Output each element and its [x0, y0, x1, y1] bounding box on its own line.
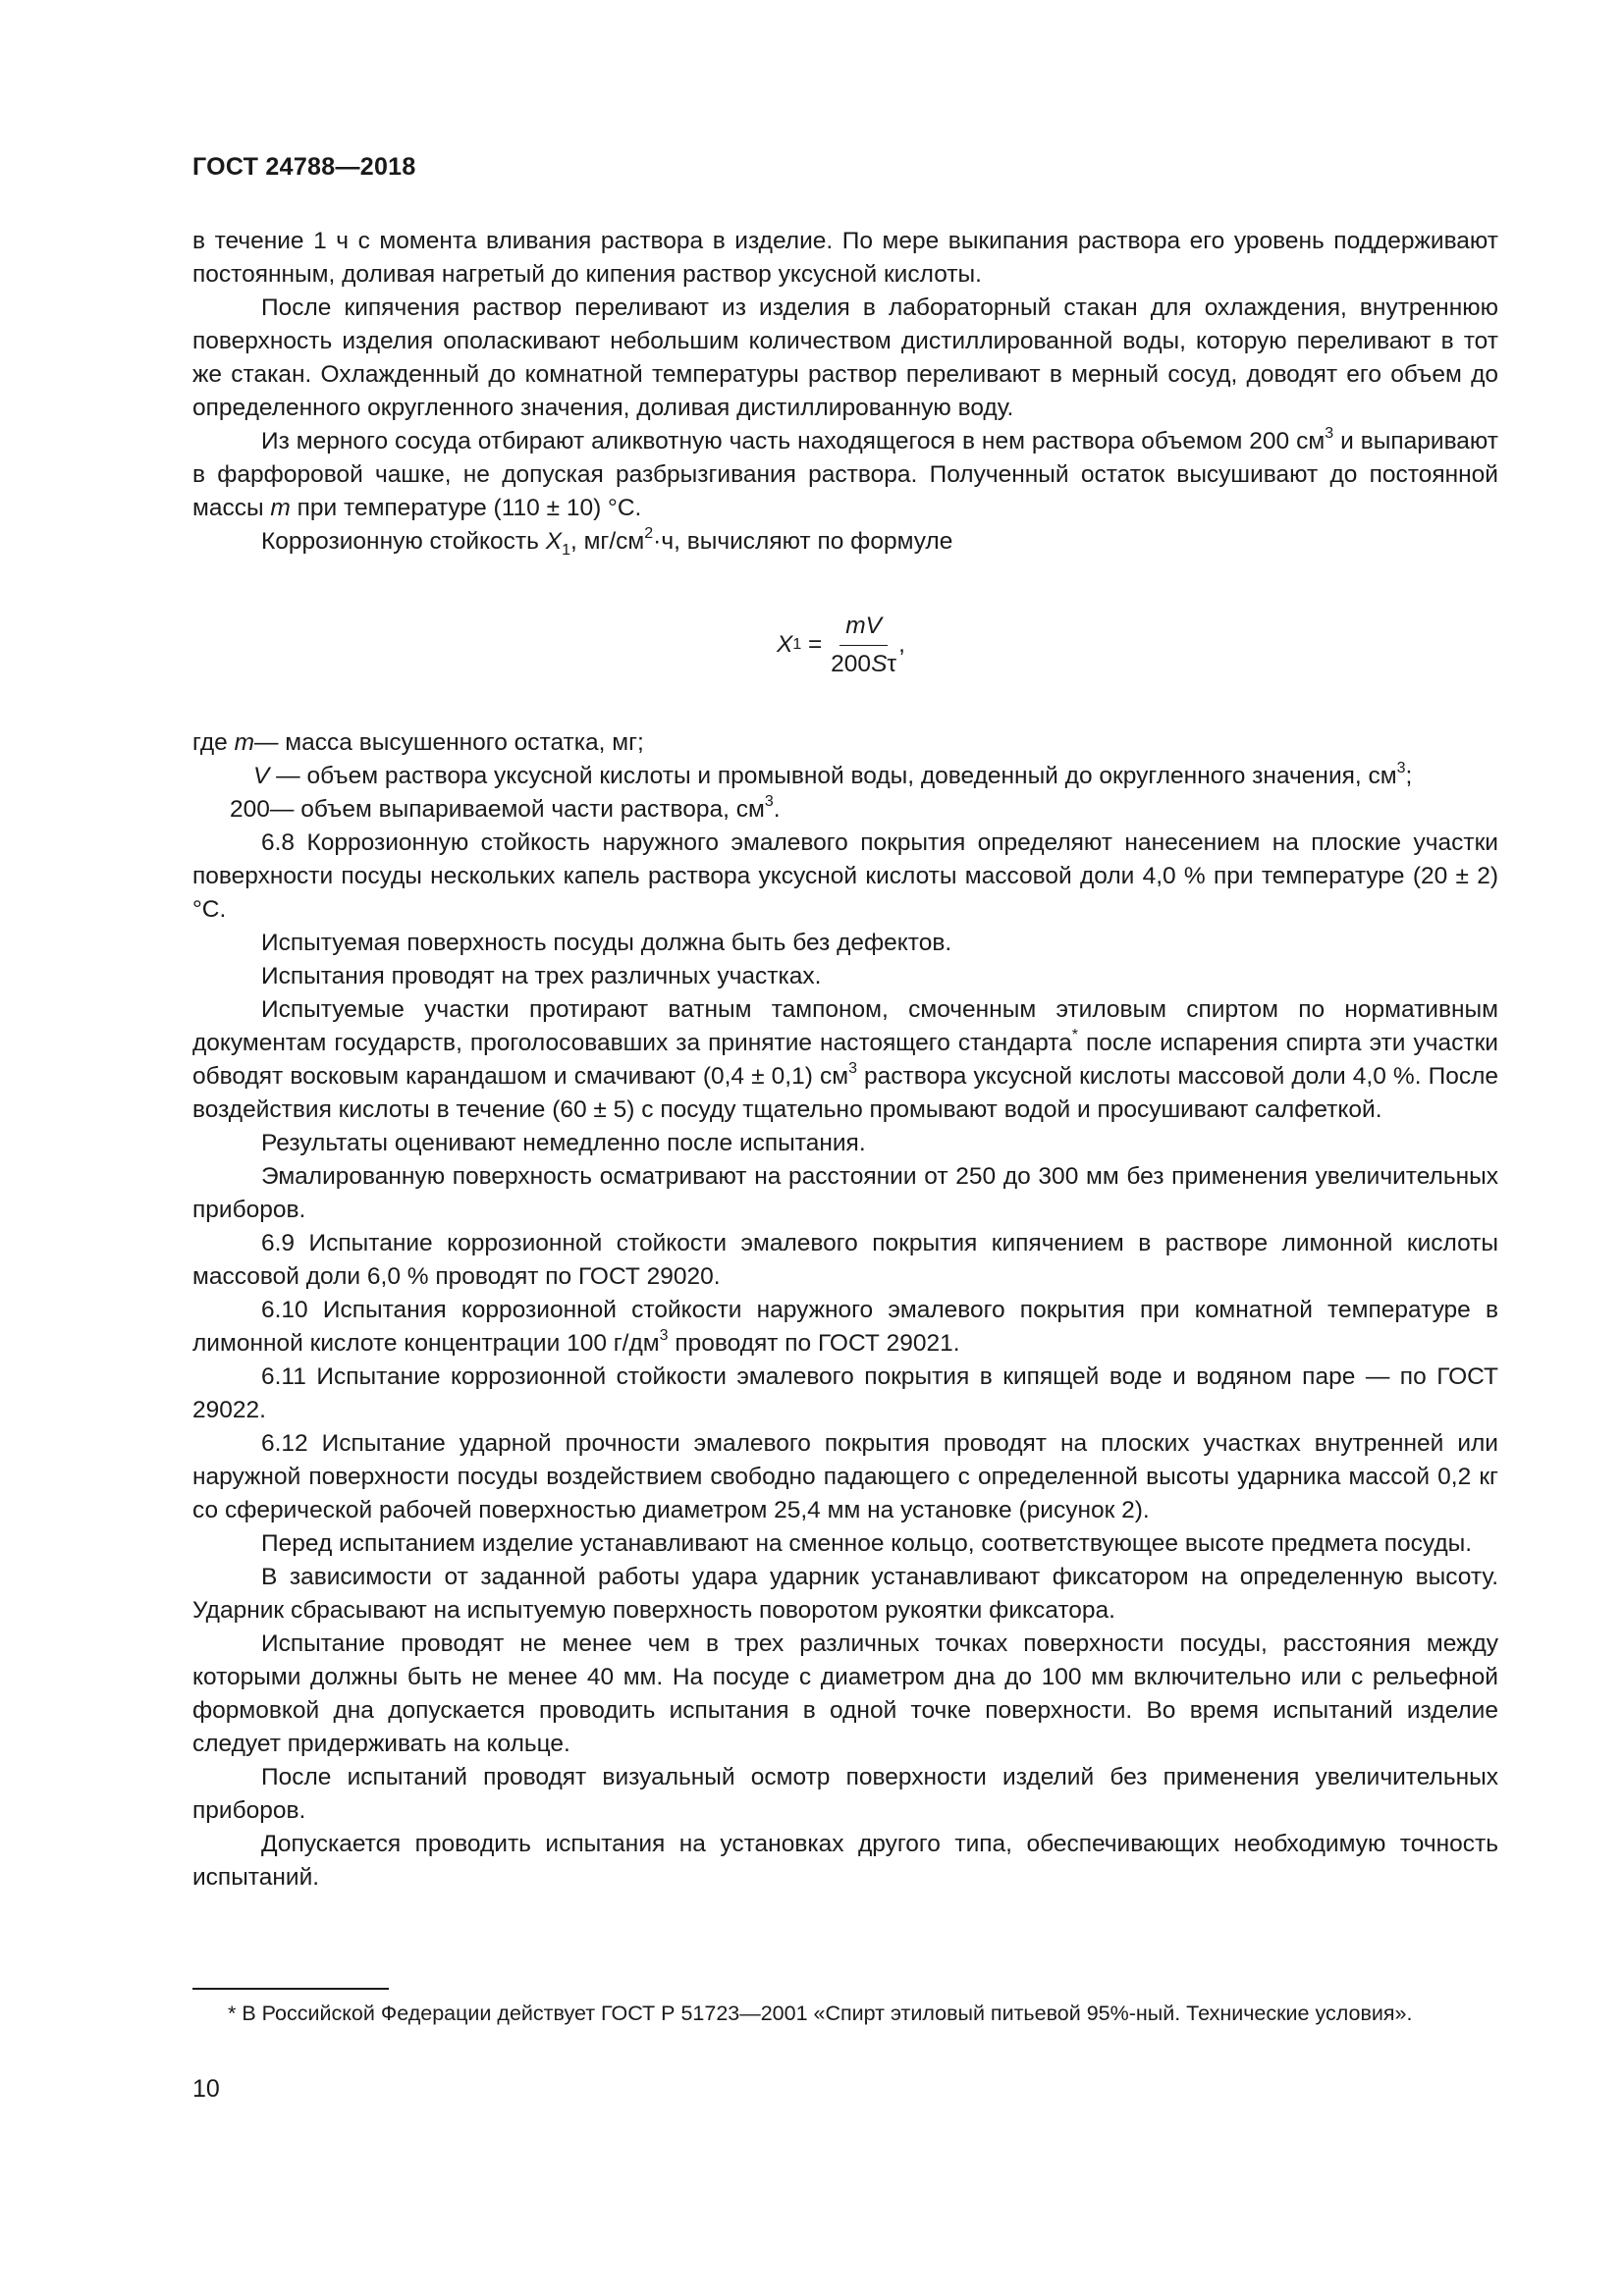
paragraph: Допускается проводить испытания на установках другого типа, обеспечивающих необходимую точность испытаний.	[192, 1831, 1498, 1891]
paragraph: В зависимости от заданной работы удара ударник устанавливают фиксатором на определенную высоту. Ударник сбрасывают на испытуемую поверхность поворотом рукоятки фиксатора.	[192, 1564, 1498, 1624]
paragraph: 6.11 Испытание коррозионной стойкости эмалевого покрытия в кипящей воде и водяном паре — по ГОСТ 29022.	[192, 1363, 1498, 1423]
paragraph: 6.10 Испытания коррозионной стойкости наружного эмалевого покрытия при комнатной температуре в лимонной кислоте концентрации 100 $г/дм^3$ проводят по ГОСТ 29021.	[192, 1297, 1498, 1357]
paragraph: в течение 1 ч с момента вливания раствора в изделие. По мере выкипания раствора его уровень поддерживают постоянным, доливая нагретый до кипения раствор уксусной кислоты.	[192, 228, 1498, 288]
footnote: * В Российской Федерации действует ГОСТ Р 51723—2001 «Спирт этиловый питьевой 95%-ный. Технические условия».	[228, 2002, 1413, 2025]
paragraph: 6.12 Испытание ударной прочности эмалевого покрытия проводят на плоских участках внутренней или наружной поверхности посуды воздействием свободно падающего с определенной высоты ударника массой 0,2 кг со сферической рабочей поверхностью диаметром 25,4 мм на установке (рисунок 2).	[192, 1430, 1498, 1523]
formula: X 1 = $\frac{mV}{200S\tau}$ ,	[192, 601, 1498, 689]
page-header: ГОСТ 24788—2018	[192, 153, 416, 181]
document-body	[192, 225, 1498, 1895]
paragraph: Испытание проводят не менее чем в трех различных точках поверхности посуды, расстояния между которыми должны быть не менее 40 мм. На посуде с диаметром дна до 100 мм включительно или с рельефной формовкой дна допускается проводить испытания в одной точке поверхности. Во время испытаний изделие следует придерживать на кольце.	[192, 1630, 1498, 1757]
paragraph: После испытаний проводят визуальный осмотр поверхности изделий без применения увеличительных приборов.	[192, 1764, 1498, 1824]
paragraph: 6.9 Испытание коррозионной стойкости эмалевого покрытия кипячением в растворе лимонной кислоты массовой доли 6,0 % проводят по ГОСТ 29020.	[192, 1230, 1498, 1290]
page-number: 10	[192, 2075, 220, 2103]
legend-row: где m — масса высушенного остатка, мг;	[192, 729, 644, 756]
footnote-divider	[192, 1988, 389, 1990]
paragraph: Эмалированную поверхность осматривают на расстоянии от 250 до 300 мм без применения увеличительных приборов.	[192, 1163, 1498, 1223]
paragraph: Результаты оценивают немедленно после испытания.	[261, 1130, 866, 1156]
legend-row: V — объем раствора уксусной кислоты и промывной воды, доведенный до округленного значения, $см^3$;	[253, 759, 1413, 789]
paragraph: Испытания проводят на трех различных участках.	[261, 963, 822, 989]
paragraph: Из мерного сосуда отбирают аликвотную часть находящегося в нем раствора объемом 200 $см^3$ и выпаривают в фарфоровой чашке, не допуская разбрызгивания раствора. Полученный остаток высушивают до постоянной массы m при температуре (110 ± 10) °С.	[192, 424, 1498, 521]
paragraph: Перед испытанием изделие устанавливают на сменное кольцо, соответствующее высоте предмета посуды.	[261, 1530, 1473, 1557]
paragraph: Испытуемая поверхность посуды должна быть без дефектов.	[261, 930, 952, 956]
formula-fraction: $\frac{mV}{200S\tau}$	[831, 610, 896, 681]
paragraph: После кипячения раствор переливают из изделия в лабораторный стакан для охлаждения, внутреннюю поверхность изделия ополаскивают небольшим количеством дистиллированной воды, которую переливают в тот же стакан. Охлажденный до комнатной температуры раствор переливают в мерный сосуд, доводят его объем до определенного округленного значения, доливая дистиллированную воду.	[192, 294, 1498, 421]
paragraph: Коррозионную стойкость $X_1$, $мг/см^2\cdot ч$, вычисляют по формуле	[261, 524, 953, 559]
paragraph: 6.8 Коррозионную стойкость наружного эмалевого покрытия определяют нанесением на плоские участки поверхности посуды нескольких капель раствора уксусной кислоты массовой доли 4,0 % при температуре (20 ± 2) °С.	[192, 829, 1498, 923]
paragraph: Испытуемые участки протирают ватным тампоном, смоченным этиловым спиртом по нормативным документам государств, проголосовавших за принятие настоящего стандарта* после испарения спирта эти участки обводят восковым карандашом и смачивают (0,4 ± 0,1) $см^3$ раствора уксусной кислоты массовой доли 4,0 %. После воздействия кислоты в течение (60 ± 5) с посуду тщательно промывают водой и просушивают салфеткой.	[192, 996, 1499, 1123]
legend-row: 200 — объем выпариваемой части раствора, $см^3$.	[230, 792, 781, 823]
variable-legend	[192, 726, 1498, 827]
